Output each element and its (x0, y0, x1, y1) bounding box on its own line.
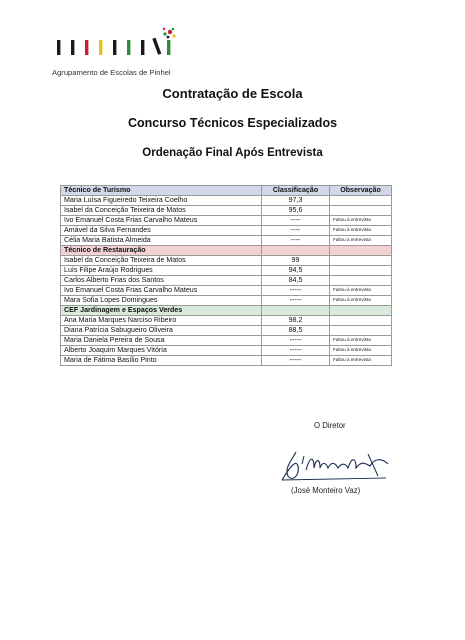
candidate-observation: Faltou à entrevista (330, 286, 392, 296)
candidate-name: Maria Daniela Pereira de Sousa (61, 336, 262, 346)
section-header-row (61, 246, 392, 256)
section-spacer (262, 306, 330, 316)
school-logo (52, 24, 202, 80)
candidate-name: Amável da Silva Fernandes (61, 226, 262, 236)
table-row (61, 346, 392, 356)
table-row (61, 326, 392, 336)
candidate-observation (330, 266, 392, 276)
candidate-score: 88,5 (262, 326, 330, 336)
observation-header: Observação (330, 186, 392, 196)
candidate-score: 98,2 (262, 316, 330, 326)
subtitle: Concurso Técnicos Especializados (127, 116, 338, 130)
candidate-score: ----- (262, 286, 330, 296)
candidate-observation: Faltou à entrevista (330, 346, 392, 356)
candidate-score: ----- (262, 296, 330, 306)
candidate-observation (330, 276, 392, 286)
candidate-observation: Faltou à entrevista (330, 356, 392, 366)
section-header-row (61, 306, 392, 316)
candidate-observation (330, 256, 392, 266)
director-name: (José Monteiro Vaz) (291, 486, 361, 495)
candidate-observation: Faltou à entrevista (330, 236, 392, 246)
candidate-score: 97,3 (262, 196, 330, 206)
table-row (61, 266, 392, 276)
candidate-name: Isabel da Conceição Teixeira de Matos (61, 206, 262, 216)
candidate-score: 84,5 (262, 276, 330, 286)
table-row (61, 206, 392, 216)
candidate-name: Ivo Emanuel Costa Frias Carvalho Mateus (61, 216, 262, 226)
table-row (61, 226, 392, 236)
school-name: Agrupamento de Escolas de Pinhel (52, 68, 171, 77)
section-title-jardinagem: CEF Jardinagem e Espaços Verdes (61, 306, 262, 316)
section-spacer (262, 246, 330, 256)
director-label: O Diretor (314, 421, 346, 430)
table-row (61, 236, 392, 246)
candidate-observation: Faltou à entrevista (330, 336, 392, 346)
table-row (61, 356, 392, 366)
candidate-score: ---- (262, 236, 330, 246)
section-spacer (330, 306, 392, 316)
candidate-score: 99 (262, 256, 330, 266)
candidate-name: Mara Sofia Lopes Domingues (61, 296, 262, 306)
classification-header: Classificação (262, 186, 330, 196)
main-title: Contratação de Escola (162, 86, 303, 101)
table-row (61, 296, 392, 306)
candidate-name: Carlos Alberto Frias dos Santos (61, 276, 262, 286)
candidate-score: ---- (262, 216, 330, 226)
section-spacer (330, 246, 392, 256)
table-row (61, 196, 392, 206)
candidate-name: Ivo Emanuel Costa Frias Carvalho Mateus (61, 286, 262, 296)
candidate-name: Alberto Joaquim Marques Vitória (61, 346, 262, 356)
candidate-name: Maria de Fátima Basílio Pinto (61, 356, 262, 366)
table-row (61, 286, 392, 296)
school-logo-icon (52, 24, 182, 68)
table-row (61, 276, 392, 286)
candidate-observation (330, 196, 392, 206)
candidate-name: Maria Luísa Figueiredo Teixeira Coelho (61, 196, 262, 206)
candidate-score: ----- (262, 336, 330, 346)
candidate-observation: Faltou à entrevista (330, 296, 392, 306)
candidate-score: ---- (262, 226, 330, 236)
table-header-row (61, 186, 392, 196)
candidate-name: Ana Maria Marques Narciso Ribeiro (61, 316, 262, 326)
ranking-title: Ordenação Final Após Entrevista (142, 147, 323, 159)
section-title-restauracao: Técnico de Restauração (61, 246, 262, 256)
section-header-turismo: Técnico de Turismo (61, 186, 262, 196)
candidate-name: Luís Filipe Araújo Rodrigues (61, 266, 262, 276)
candidate-observation (330, 316, 392, 326)
candidate-score: ----- (262, 356, 330, 366)
candidate-name: Diana Patrícia Sabugueiro Oliveira (61, 326, 262, 336)
ranking-table (60, 185, 392, 366)
table-row (61, 216, 392, 226)
table-row (61, 336, 392, 346)
candidate-name: Isabel da Conceição Teixeira de Matos (61, 256, 262, 266)
candidate-observation: Faltou à entrevista (330, 216, 392, 226)
handwritten-signature (278, 446, 393, 484)
candidate-score: ----- (262, 346, 330, 356)
candidate-score: 95,6 (262, 206, 330, 216)
table-row (61, 256, 392, 266)
candidate-observation (330, 206, 392, 216)
table-row (61, 316, 392, 326)
candidate-name: Célia Maria Batista Almeida (61, 236, 262, 246)
candidate-score: 94,5 (262, 266, 330, 276)
candidate-observation (330, 326, 392, 336)
candidate-observation: Faltou à entrevista (330, 226, 392, 236)
